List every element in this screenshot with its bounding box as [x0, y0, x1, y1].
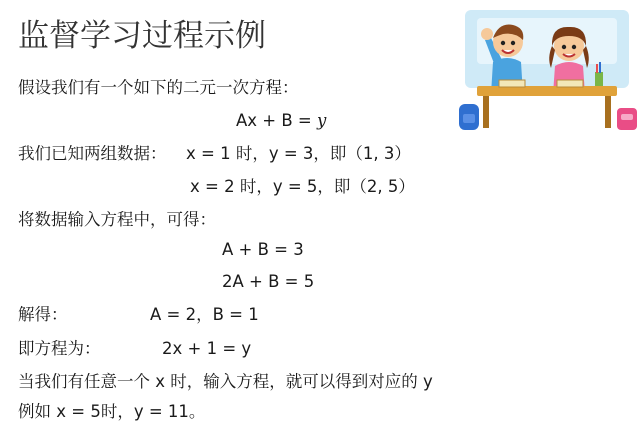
- pink-bag: [617, 108, 637, 130]
- page-title: 监督学习过程示例: [18, 18, 266, 54]
- solve-value: A = 2，B = 1: [150, 305, 259, 324]
- main-equation-prefix: Ax + B =: [236, 111, 318, 130]
- known-data-point-2: x = 2 时，y = 5，即（2, 5）: [190, 177, 415, 196]
- main-equation: [236, 111, 326, 131]
- intro-text: 假设我们有一个如下的二元一次方程：: [18, 78, 299, 97]
- any-x-text: 当我们有任意一个 x 时，输入方程，就可以得到对应的 y: [18, 372, 433, 391]
- blue-backpack: [459, 104, 479, 130]
- known-data-label: 我们已知两组数据：: [18, 144, 167, 163]
- equation-1: A + B = 3: [222, 240, 304, 259]
- solve-label: 解得：: [18, 305, 68, 324]
- main-equation-variable: y: [317, 111, 327, 130]
- result-label: 即方程为：: [18, 339, 101, 358]
- result-equation: 2x + 1 = y: [162, 339, 252, 358]
- example-text: 例如 x = 5时，y = 11。: [18, 402, 206, 421]
- students-at-desk-illustration: [455, 10, 639, 134]
- equation-2: 2A + B = 5: [222, 272, 315, 291]
- substitute-text: 将数据输入方程中，可得：: [18, 210, 216, 229]
- known-data-point-1: x = 1 时，y = 3，即（1, 3）: [186, 144, 411, 163]
